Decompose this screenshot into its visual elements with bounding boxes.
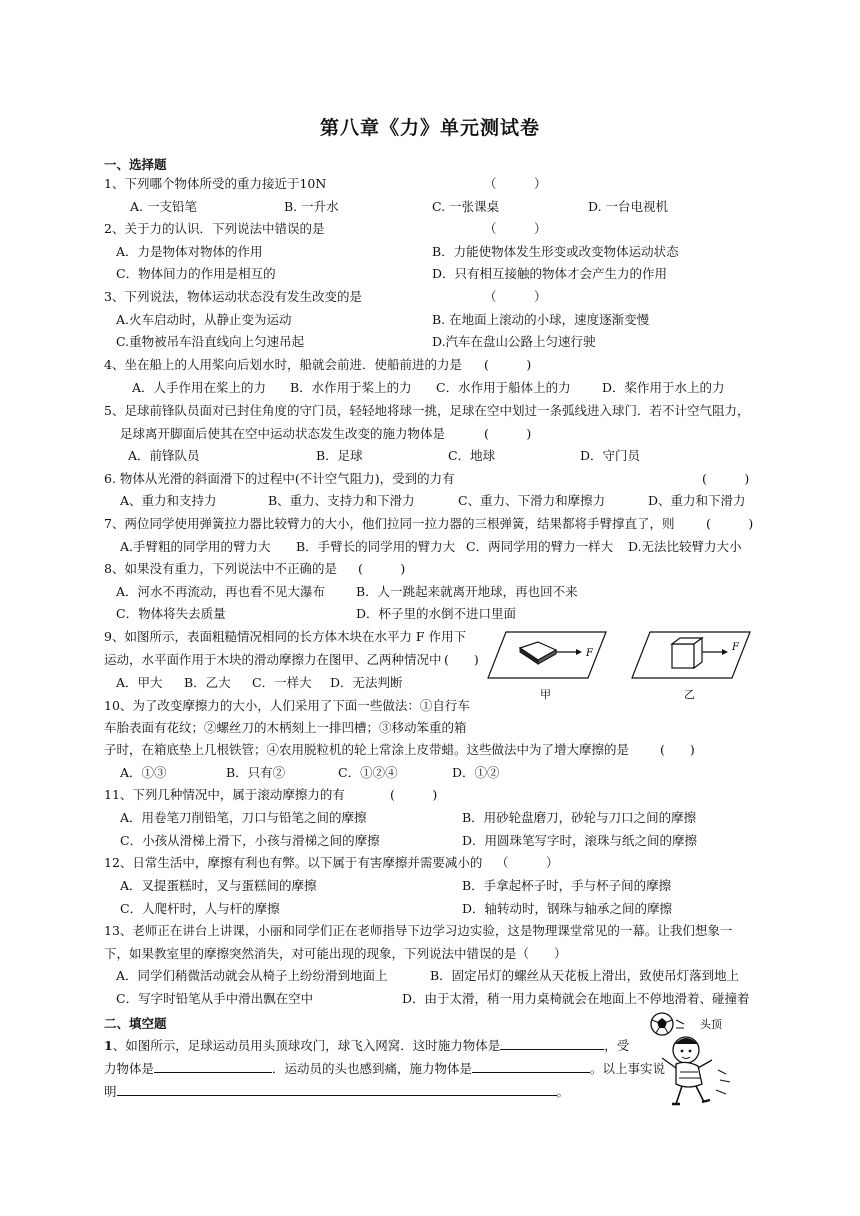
answer-bracket: ( ) (444, 652, 479, 667)
option-b: B. 一升水 (284, 199, 339, 214)
fill-text: 、如图所示，足球运动员用头顶球攻门，球飞入网窝．这时施力物体是 (112, 1038, 501, 1053)
answer-blank[interactable] (154, 1059, 272, 1073)
question-5-stem: 5、足球前锋队员面对已封住角度的守门员，轻轻地将球一挑，足球在空中划过一条弧线进入球门．若不计空气阻力， (104, 403, 750, 418)
answer-bracket: （ ） (496, 855, 559, 870)
option-d: D．杯子里的水倒不进口里面 (356, 606, 517, 621)
option-b: B．人一跳起来就离开地球，再也回不来 (356, 584, 578, 599)
option-d: D．无法判断 (330, 675, 403, 690)
question-5-stem-cont: 足球离开脚面后使其在空中运动状态发生改变的施力物体是 (120, 426, 446, 441)
option-c: C. 一张课桌 (432, 199, 500, 214)
answer-blank[interactable] (472, 1059, 590, 1073)
answer-blank[interactable] (500, 1036, 604, 1050)
fill-question-1-line1 (104, 1036, 629, 1054)
answer-bracket: ( ) (706, 516, 754, 531)
option-d: D．只有相互接触的物体才会产生力的作用 (432, 266, 668, 281)
option-d: D.汽车在盘山公路上匀速行驶 (432, 334, 596, 349)
option-c: C.重物被吊车沿直线向上匀速吊起 (116, 334, 305, 349)
option-c: C．地球 (448, 448, 496, 463)
option-b: B．力能使物体发生形变或改变物体运动状态 (432, 244, 679, 259)
answer-bracket: ( ) (660, 742, 695, 757)
question-2-stem: 2、关于力的认识．下列说法中错误的是 (104, 221, 325, 236)
figure-jia (484, 626, 616, 702)
question-10-stem: 10、为了改变摩擦力的大小，人们采用了下面一些做法：①自行车 (104, 698, 470, 713)
option-a: A.手臂粗的同学用的臂力大 (120, 539, 271, 554)
answer-bracket: ( ) (702, 471, 750, 486)
option-a: A.火车启动时，从静止变为运动 (116, 312, 292, 327)
option-b: B．用砂轮盘磨刀，砂轮与刀口之间的摩擦 (462, 810, 697, 825)
option-a: A．同学们稍微活动就会从椅子上纷纷滑到地面上 (116, 968, 388, 983)
fill-text: 。 (556, 1084, 570, 1099)
option-a: A．用卷笔刀削铅笔，刀口与铅笔之间的摩擦 (120, 810, 367, 825)
option-a: A. 一支铅笔 (130, 199, 197, 214)
figure-yi (628, 626, 760, 702)
option-b: B．乙大 (184, 675, 231, 690)
option-b: B、重力、支持力和下滑力 (268, 493, 415, 508)
option-d: D．轴转动时，钢珠与轴承之间的摩擦 (462, 901, 673, 916)
option-d: D.无法比较臂力大小 (628, 539, 742, 554)
option-a: A．叉提蛋糕时，叉与蛋糕间的摩擦 (120, 878, 317, 893)
option-c: C．水作用于船体上的力 (436, 380, 571, 395)
figure-yi-label: 乙 (684, 688, 695, 701)
option-d: D. 一台电视机 (588, 199, 669, 214)
section-fill-heading: 二、填空题 (104, 1016, 167, 1031)
answer-bracket: ( ) (484, 426, 532, 441)
option-d: D．由于太滑，稍一用力桌椅就会在地面上不停地滑着、碰撞着 (402, 991, 750, 1006)
option-a: A．①③ (120, 765, 167, 780)
answer-blank[interactable] (117, 1082, 557, 1096)
option-c: C．①②④ (338, 765, 398, 780)
fill-text: 力物体是 (104, 1061, 155, 1076)
option-b: B．固定吊灯的螺丝从天花板上滑出，致使吊灯落到地上 (430, 968, 740, 983)
option-c: C．人爬杆时，人与杆的摩擦 (120, 901, 280, 916)
question-13-stem-cont: 下，如果教室里的摩擦突然消失，对可能出现的现象，下列说法中错误的是（ ） (104, 946, 567, 961)
option-b: B. 在地面上滚动的小球，速度逐渐变慢 (432, 312, 650, 327)
option-b: B．手拿起杯子时，手与杯子间的摩擦 (462, 878, 672, 893)
option-b: B．只有② (226, 765, 286, 780)
question-8-stem: 8、如果没有重力，下列说法中不正确的是 (104, 561, 337, 576)
question-12-stem: 12、日常生活中，摩擦有利也有弊。以下属于有害摩擦并需要减小的 (104, 855, 483, 870)
question-4-stem: 4、坐在船上的人用桨向后划水时，船就会前进．使船前进的力是 (104, 357, 462, 372)
question-1-stem: 1、下列哪个物体所受的重力接近于10N (104, 176, 327, 191)
head-label: 头顶 (700, 1018, 722, 1031)
force-label: F (732, 642, 739, 653)
option-b: B．手臂长的同学用的臂力大 (296, 539, 456, 554)
option-c: C．两同学用的臂力一样大 (466, 539, 614, 554)
question-10-stem-cont2: 子时，在箱底垫上几根铁管；④农用脱粒机的轮上常涂上皮带蜡。这些做法中为了增大摩擦的是 (104, 742, 630, 757)
question-13-stem: 13、老师正在讲台上讲课，小丽和同学们正在老师指导下边学习边实验，这是物理课堂常见的一幕。让我们想象一 (104, 923, 733, 938)
answer-bracket: （ ） (484, 289, 547, 304)
option-b: B．足球 (316, 448, 363, 463)
option-c: C、重力、下滑力和摩擦力 (458, 493, 606, 508)
question-10-stem-cont: 车胎表面有花纹；②螺丝刀的木柄刻上一排凹槽；③移动笨重的箱 (104, 720, 467, 735)
option-c: C．物体间力的作用是相互的 (116, 266, 276, 281)
question-3-stem: 3、下列说法，物体运动状态没有发生改变的是 (104, 289, 362, 304)
section-choice-heading: 一、选择题 (104, 157, 167, 172)
fill-question-1-line2 (104, 1059, 665, 1077)
question-11-stem: 11、下列几种情况中，属于滚动摩擦力的有 (104, 787, 345, 802)
soccer-header-illustration (646, 1010, 748, 1110)
question-6-stem: 6. 物体从光滑的斜面滑下的过程中(不计空气阻力)，受到的力有 (104, 471, 455, 486)
fill-question-1-line3 (104, 1082, 569, 1100)
option-b: B．水作用于桨上的力 (290, 380, 412, 395)
answer-bracket: （ ） (484, 176, 547, 191)
question-9-stem: 9、如图所示，表面粗糙情况相同的长方体木块在水平力 F 作用下 (104, 629, 467, 644)
option-a: A、重力和支持力 (120, 493, 217, 508)
question-9-stem-cont: 运动，水平面作用于木块的滑动摩擦力在图甲、乙两种情况中 (104, 652, 442, 667)
option-c: C．物体将失去质量 (116, 606, 226, 621)
answer-bracket: （ ） (484, 221, 547, 236)
fill-text: ．运动员的头也感到痛，施力物体是 (272, 1061, 473, 1076)
option-a: A．人手作用在桨上的力 (132, 380, 267, 395)
fill-question-number: 1 (104, 1038, 113, 1053)
option-d: D、重力和下滑力 (648, 493, 746, 508)
page-title: 第八章《力》单元测试卷 (319, 117, 540, 139)
force-label: F (586, 648, 593, 659)
option-a: A．河水不再流动，再也看不见大瀑布 (116, 584, 326, 599)
fill-text: ，受 (604, 1038, 630, 1053)
option-c: C．写字时铅笔从手中滑出飘在空中 (116, 991, 314, 1006)
option-d: D．①② (452, 765, 500, 780)
figure-jia-label: 甲 (540, 688, 551, 701)
answer-bracket: ( ) (358, 561, 406, 576)
option-c: C．一样大 (252, 675, 312, 690)
answer-bracket: ( ) (390, 787, 438, 802)
option-d: D．用圆珠笔写字时，滚珠与纸之间的摩擦 (462, 833, 698, 848)
option-c: C．小孩从滑梯上滑下，小孩与滑梯之间的摩擦 (120, 833, 380, 848)
option-d: D．桨作用于水上的力 (602, 380, 725, 395)
option-d: D．守门员 (580, 448, 641, 463)
option-a: A．甲大 (116, 675, 163, 690)
question-7-stem: 7、两位同学使用弹簧拉力器比较臂力的大小，他们拉同一拉力器的三根弹簧，结果都将手臂撑直了，则 (104, 516, 675, 531)
answer-bracket: ( ) (484, 357, 532, 372)
fill-text: 。以上事实说 (590, 1061, 666, 1076)
option-a: A．前锋队员 (128, 448, 200, 463)
option-a: A．力是物体对物体的作用 (116, 244, 263, 259)
fill-text: 明 (104, 1084, 117, 1099)
